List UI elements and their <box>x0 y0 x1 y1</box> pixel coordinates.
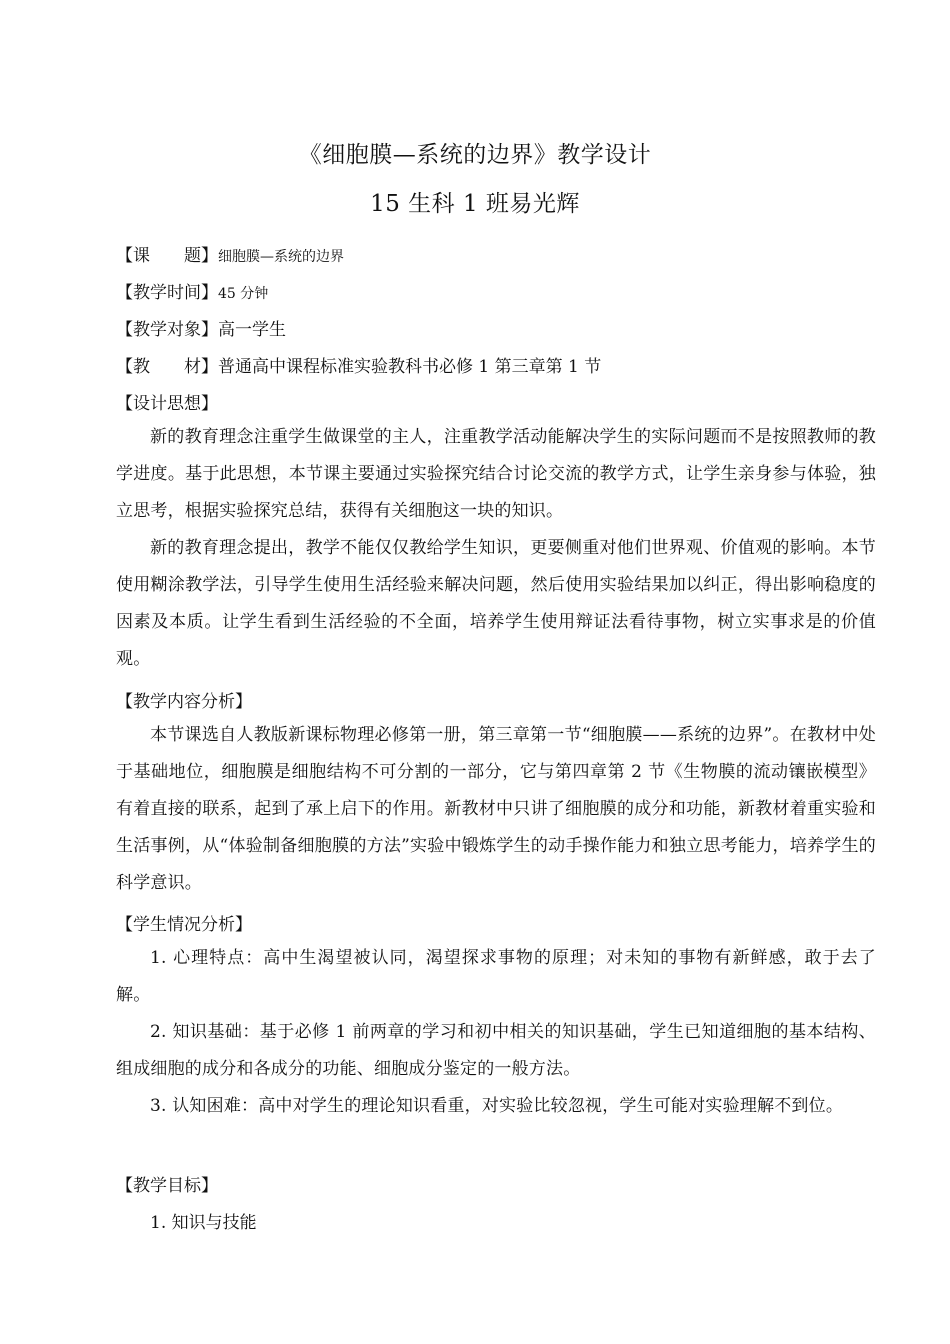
design-paragraph-2: 新的教育理念提出，教学不能仅仅教给学生知识，更要侧重对他们世界观、价值观的影响。本节使用糊涂教学法，引导学生使用生活经验来解决问题，然后使用实验结果加以纠正，得出影响稳度的因素及本质。让学生看到生活经验的不全面，培养学生使用辩证法看待事物，树立实事求是的价值观。 <box>116 538 876 669</box>
topic-label: 【课 题】 <box>116 246 218 266</box>
student-paragraph-2: 2. 知识基础：基于必修 1 前两章的学习和初中相关的知识基础，学生已知道细胞的基本结构、组成细胞的成分和各成分的功能、细胞成分鉴定的一般方法。 <box>116 1022 876 1079</box>
meta-topic-row <box>116 241 876 266</box>
student-paragraph-3: 3. 认知困难：高中对学生的理论知识看重，对实验比较忽视，学生可能对实验理解不到位。 <box>150 1096 844 1116</box>
goal-heading: 【教学目标】 <box>116 1176 218 1196</box>
content-paragraph-1: 本节课选自人教版新课标物理必修第一册，第三章第一节“细胞膜——系统的边界”。在教材中处于基础地位，细胞膜是细胞结构不可分割的一部分，它与第四章第 2 节《生物膜的流动镶嵌模型》有着直接的联系，起到了承上启下的作用。新教材中只讲了细胞膜的成分和功能，新教材着重实验和生活事例，从“体验制备细胞膜的方法”实验中锻炼学生的动手操作能力和独立思考能力，培养学生的科学意识。 <box>116 725 876 893</box>
target-value: 高一学生 <box>218 320 286 340</box>
design-paragraph-1: 新的教育理念注重学生做课堂的主人，注重教学活动能解决学生的实际问题而不是按照教师的教学进度。基于此思想，本节课主要通过实验探究结合讨论交流的教学方式，让学生亲身参与体验，独立思考，根据实验探究总结，获得有关细胞这一块的知识。 <box>116 427 876 521</box>
meta-time-row <box>116 278 876 303</box>
meta-material-row <box>116 352 876 377</box>
design-heading: 【设计思想】 <box>116 394 218 414</box>
material-value: 普通高中课程标准实验教科书必修 1 第三章第 1 节 <box>218 357 602 377</box>
author-line: 15 生科 1 班易光辉 <box>370 191 580 217</box>
time-label: 【教学时间】 <box>116 283 218 303</box>
material-label: 【教 材】 <box>116 357 218 377</box>
student-heading: 【学生情况分析】 <box>116 915 252 935</box>
document-title: 《细胞膜—系统的边界》教学设计 <box>298 142 652 168</box>
content-heading: 【教学内容分析】 <box>116 692 252 712</box>
meta-target-row <box>116 315 876 340</box>
goal-subheading-1: 1. 知识与技能 <box>150 1213 257 1233</box>
topic-value: 细胞膜—系统的边界 <box>218 249 344 265</box>
student-paragraph-1: 1. 心理特点：高中生渴望被认同，渴望探求事物的原理；对未知的事物有新鲜感，敢于去了解。 <box>116 948 876 1005</box>
target-label: 【教学对象】 <box>116 320 218 340</box>
time-value: 45 分钟 <box>218 286 269 302</box>
